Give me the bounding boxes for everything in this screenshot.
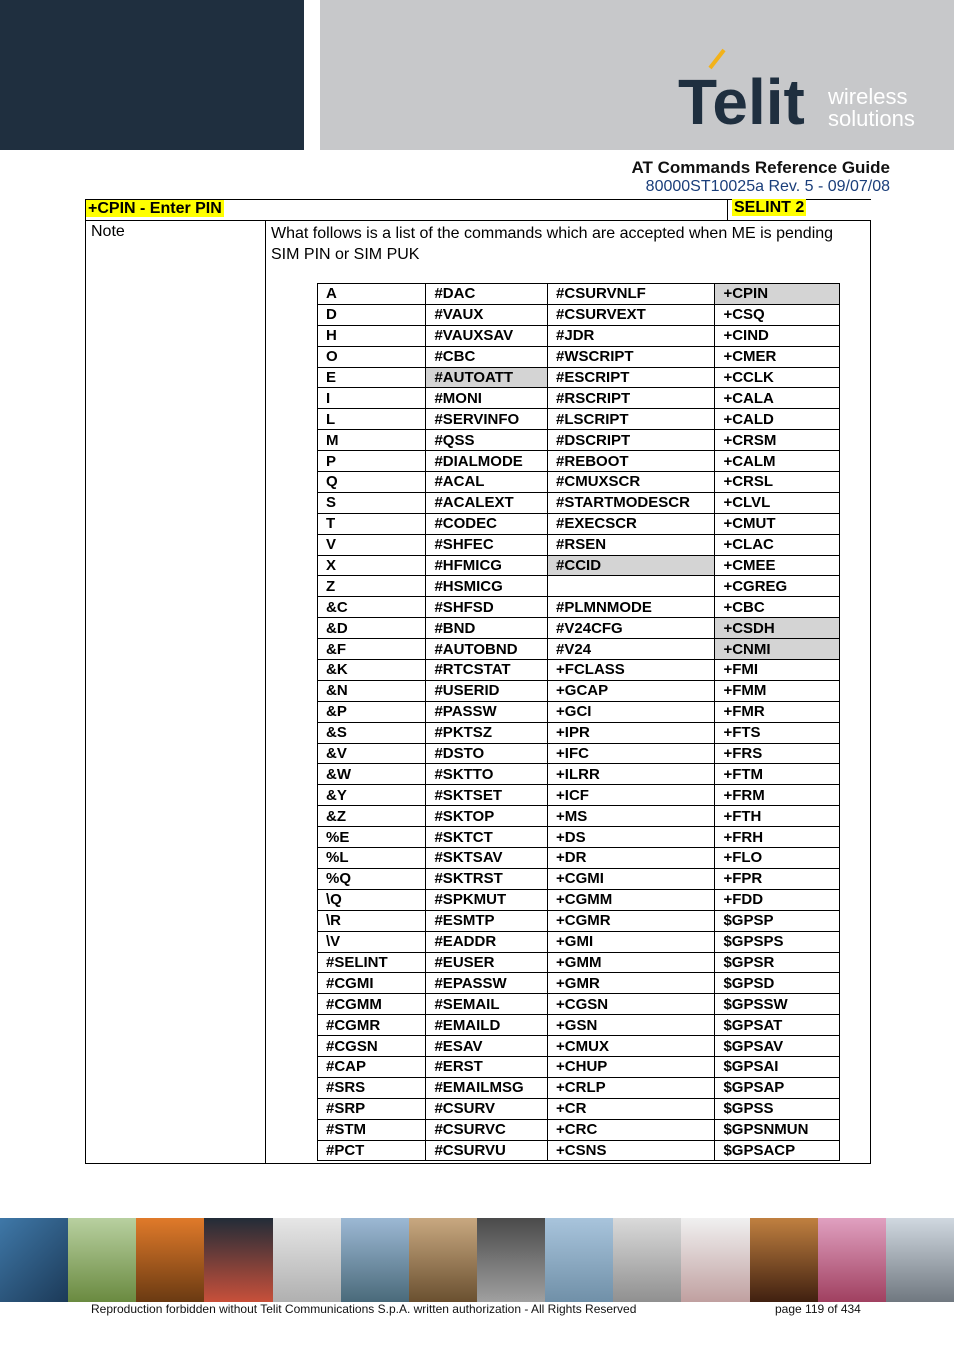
logo-tagline-1: wireless (828, 84, 908, 109)
command-cell: I (318, 388, 426, 409)
command-cell: +CRSM (715, 430, 822, 451)
command-row (318, 451, 840, 472)
command-cell: #ACALEXT (426, 492, 548, 513)
command-cell: +CIND (715, 325, 822, 346)
command-cell: #ESMTP (426, 910, 548, 931)
command-cell: #SRS (318, 1077, 426, 1098)
command-row (318, 325, 840, 346)
command-cell-pad (822, 367, 840, 388)
command-cell: &D (318, 618, 426, 639)
command-cell: &V (318, 743, 426, 764)
command-cell-pad (822, 910, 840, 931)
command-cell: $GPSACP (715, 1140, 822, 1161)
command-cell: #EMAILMSG (426, 1077, 548, 1098)
command-cell-pad (822, 409, 840, 430)
command-cell: #JDR (548, 325, 715, 346)
command-cell: $GPSNMUN (715, 1119, 822, 1140)
command-cell: #PCT (318, 1140, 426, 1161)
command-cell: +IPR (548, 722, 715, 743)
selint-badge: SELINT 2 (734, 199, 805, 216)
command-cell: +CGSN (548, 994, 715, 1015)
command-cell-pad (822, 785, 840, 806)
command-cell: #CCID (548, 555, 715, 576)
command-row (318, 973, 840, 994)
command-cell: #CMUXSCR (548, 472, 715, 493)
command-cell-pad (822, 618, 840, 639)
command-cell-pad (822, 472, 840, 493)
command-cell: #CGSN (318, 1036, 426, 1057)
telit-logo (676, 48, 936, 134)
command-cell: #CSURVC (426, 1119, 548, 1140)
command-cell: +GSN (548, 1015, 715, 1036)
command-cell: $GPSAP (715, 1077, 822, 1098)
command-cell-pad (822, 639, 840, 660)
command-row (318, 472, 840, 493)
command-cell: +CLVL (715, 492, 822, 513)
command-cell-pad (822, 325, 840, 346)
command-cell: #AUTOBND (426, 639, 548, 660)
command-cell: #STM (318, 1119, 426, 1140)
command-cell: +ILRR (548, 764, 715, 785)
command-cell-pad (822, 827, 840, 848)
photo-meter (613, 1218, 681, 1302)
command-cell: V (318, 534, 426, 555)
command-cell: +FMI (715, 660, 822, 681)
note-row (86, 221, 871, 1164)
command-cell: +CRC (548, 1119, 715, 1140)
command-cell-pad (822, 284, 840, 305)
command-cell: &C (318, 597, 426, 618)
command-cell: +ICF (548, 785, 715, 806)
command-cell: #SEMAIL (426, 994, 548, 1015)
command-cell: #RTCSTAT (426, 660, 548, 681)
command-cell: #ERST (426, 1056, 548, 1077)
command-cell-pad (822, 994, 840, 1015)
command-cell: #USERID (426, 680, 548, 701)
command-cell: \V (318, 931, 426, 952)
command-row (318, 952, 840, 973)
command-cell: +CALA (715, 388, 822, 409)
command-cell-pad (822, 680, 840, 701)
photo-laser (681, 1218, 749, 1302)
command-cell: #AUTOATT (426, 367, 548, 388)
photo-card-reader (409, 1218, 477, 1302)
command-row (318, 1077, 840, 1098)
command-cell: +IFC (548, 743, 715, 764)
command-cell-pad (822, 451, 840, 472)
header-dark-band (0, 0, 304, 150)
guide-reference: 80000ST10025a Rev. 5 - 09/07/08 (645, 178, 890, 195)
command-row (318, 806, 840, 827)
command-cell: O (318, 346, 426, 367)
command-cell: #SHFEC (426, 534, 548, 555)
command-cell: +CMEE (715, 555, 822, 576)
command-cell-pad (822, 868, 840, 889)
command-cell: +CHUP (548, 1056, 715, 1077)
command-row (318, 994, 840, 1015)
command-cell: P (318, 451, 426, 472)
command-cell-pad (822, 1056, 840, 1077)
command-cell: $GPSAV (715, 1036, 822, 1057)
command-cell: +DR (548, 848, 715, 869)
command-cell-pad (822, 304, 840, 325)
command-cell: %E (318, 827, 426, 848)
command-cell: #QSS (426, 430, 548, 451)
command-cell: +CGREG (715, 576, 822, 597)
command-cell: #CGMR (318, 1015, 426, 1036)
command-cell: #SKTSAV (426, 848, 548, 869)
command-cell: E (318, 367, 426, 388)
command-cell: &W (318, 764, 426, 785)
command-cell: Q (318, 472, 426, 493)
command-cell: &Y (318, 785, 426, 806)
command-row (318, 660, 840, 681)
command-cell: +FTS (715, 722, 822, 743)
command-cell: +CSQ (715, 304, 822, 325)
command-cell: +CRSL (715, 472, 822, 493)
command-cell-pad (822, 346, 840, 367)
command-cell: H (318, 325, 426, 346)
command-title: +CPIN - Enter PIN (88, 200, 222, 217)
command-cell: +FLO (715, 848, 822, 869)
command-cell: #SHFSD (426, 597, 548, 618)
command-cell: T (318, 513, 426, 534)
photo-vending (477, 1218, 545, 1302)
command-cell: #EUSER (426, 952, 548, 973)
command-cell: $GPSPS (715, 931, 822, 952)
command-cell: #MONI (426, 388, 548, 409)
command-cell: +CCLK (715, 367, 822, 388)
command-cell: #REBOOT (548, 451, 715, 472)
photo-clock-display (204, 1218, 272, 1302)
photo-wind-turbines (545, 1218, 613, 1302)
command-cell: +GCI (548, 701, 715, 722)
footer-photo-strip (0, 1218, 954, 1302)
command-row (318, 639, 840, 660)
note-body (266, 221, 871, 1164)
command-cell: \R (318, 910, 426, 931)
command-cell: #PKTSZ (426, 722, 548, 743)
command-cell-pad (822, 660, 840, 681)
command-cell: #BND (426, 618, 548, 639)
command-cell: +GMM (548, 952, 715, 973)
command-row (318, 555, 840, 576)
footer-copyright: Reproduction forbidden without Telit Communications S.p.A. written authorization - All Rights Reserved (91, 1302, 637, 1316)
command-cell: +GMR (548, 973, 715, 994)
command-cell: $GPSR (715, 952, 822, 973)
command-cell: #SERVINFO (426, 409, 548, 430)
command-cell: +CSNS (548, 1140, 715, 1161)
command-row (318, 1119, 840, 1140)
command-cell: #CSURVNLF (548, 284, 715, 305)
command-row (318, 388, 840, 409)
command-cell-pad (822, 722, 840, 743)
command-cell: #ESCRIPT (548, 367, 715, 388)
photo-field (68, 1218, 136, 1302)
note-label: Note (86, 221, 266, 1164)
command-cell: +CSDH (715, 618, 822, 639)
command-cell: #DSTO (426, 743, 548, 764)
command-row (318, 785, 840, 806)
command-cell: +CGMM (548, 889, 715, 910)
command-cell: &Z (318, 806, 426, 827)
command-cell-pad (822, 534, 840, 555)
command-row (318, 597, 840, 618)
command-cell-pad (822, 1098, 840, 1119)
command-cell: &N (318, 680, 426, 701)
command-cell: \Q (318, 889, 426, 910)
command-cell: &P (318, 701, 426, 722)
command-row (318, 367, 840, 388)
command-cell-pad (822, 889, 840, 910)
command-cell: +CALM (715, 451, 822, 472)
command-row (318, 409, 840, 430)
command-cell-pad (822, 597, 840, 618)
command-cell: #V24CFG (548, 618, 715, 639)
command-cell: Z (318, 576, 426, 597)
command-cell: +GMI (548, 931, 715, 952)
command-cell-pad (822, 1140, 840, 1161)
command-cell-pad (822, 973, 840, 994)
command-cell: #SKTTO (426, 764, 548, 785)
command-cell: +CPIN (715, 284, 822, 305)
command-cell: #CGMI (318, 973, 426, 994)
command-cell-pad (822, 848, 840, 869)
command-cell: #ESAV (426, 1036, 548, 1057)
command-cell: %Q (318, 868, 426, 889)
command-cell: S (318, 492, 426, 513)
logo-tagline-2: solutions (828, 106, 915, 131)
command-cell: L (318, 409, 426, 430)
command-cell: +CMUX (548, 1036, 715, 1057)
command-row (318, 701, 840, 722)
command-cell-pad (822, 430, 840, 451)
command-row (318, 889, 840, 910)
command-cell-pad (822, 1119, 840, 1140)
command-cell (548, 576, 715, 597)
command-cell-pad (822, 513, 840, 534)
command-cell: &S (318, 722, 426, 743)
command-cell: +CBC (715, 597, 822, 618)
command-cell: #STARTMODESCR (548, 492, 715, 513)
command-cell: #WSCRIPT (548, 346, 715, 367)
photo-station (750, 1218, 818, 1302)
command-cell-pad (822, 1036, 840, 1057)
command-cell: +MS (548, 806, 715, 827)
command-table (85, 199, 871, 1164)
command-cell: #EXECSCR (548, 513, 715, 534)
command-row (318, 576, 840, 597)
command-cell: #SRP (318, 1098, 426, 1119)
photo-shelves (818, 1218, 886, 1302)
command-row (318, 1140, 840, 1161)
command-cell: $GPSSW (715, 994, 822, 1015)
guide-title: AT Commands Reference Guide (631, 158, 890, 177)
note-text: What follows is a list of the commands which are accepted when ME is pending SIM PIN or SIM PUK (271, 225, 834, 263)
command-cell: +FRS (715, 743, 822, 764)
command-cell: #VAUX (426, 304, 548, 325)
command-cell: $GPSP (715, 910, 822, 931)
command-cell: $GPSAI (715, 1056, 822, 1077)
command-cell: #V24 (548, 639, 715, 660)
command-cell: +FMR (715, 701, 822, 722)
command-row (318, 764, 840, 785)
command-row (318, 534, 840, 555)
command-cell: #ACAL (426, 472, 548, 493)
command-cell: #CAP (318, 1056, 426, 1077)
command-cell: &F (318, 639, 426, 660)
command-cell: #DSCRIPT (548, 430, 715, 451)
command-row (318, 304, 840, 325)
command-cell: +CNMI (715, 639, 822, 660)
command-cell: +FDD (715, 889, 822, 910)
command-cell: M (318, 430, 426, 451)
command-row (318, 430, 840, 451)
photo-road (0, 1218, 68, 1302)
command-cell: #DAC (426, 284, 548, 305)
command-row (318, 722, 840, 743)
command-cell-pad (822, 388, 840, 409)
command-cell: #SKTSET (426, 785, 548, 806)
photo-containers (136, 1218, 204, 1302)
command-cell: #SELINT (318, 952, 426, 973)
photo-cyclist (341, 1218, 409, 1302)
command-row (318, 1056, 840, 1077)
command-cell: +FMM (715, 680, 822, 701)
command-cell: #VAUXSAV (426, 325, 548, 346)
command-cell-pad (822, 492, 840, 513)
command-cell-pad (822, 764, 840, 785)
command-cell: #DIALMODE (426, 451, 548, 472)
command-cell: #RSCRIPT (548, 388, 715, 409)
command-cell-pad (822, 743, 840, 764)
command-cell: +CMUT (715, 513, 822, 534)
command-cell: #CODEC (426, 513, 548, 534)
command-cell-pad (822, 1015, 840, 1036)
command-row (318, 513, 840, 534)
command-cell: X (318, 555, 426, 576)
command-cell: +CLAC (715, 534, 822, 555)
command-cell-pad (822, 931, 840, 952)
command-cell: #PASSW (426, 701, 548, 722)
command-row (318, 910, 840, 931)
command-cell: +FTM (715, 764, 822, 785)
command-cell: +FPR (715, 868, 822, 889)
command-cell: $GPSS (715, 1098, 822, 1119)
command-row (318, 827, 840, 848)
command-cell: +CALD (715, 409, 822, 430)
command-cell: #CSURVU (426, 1140, 548, 1161)
command-row (318, 743, 840, 764)
command-cell: +CGMR (548, 910, 715, 931)
photo-camera (886, 1218, 954, 1302)
command-cell-pad (822, 555, 840, 576)
command-cell: #CBC (426, 346, 548, 367)
command-cell: +FTH (715, 806, 822, 827)
command-cell: #HSMICG (426, 576, 548, 597)
command-cell: &K (318, 660, 426, 681)
command-cell: +DS (548, 827, 715, 848)
command-cell: #CSURV (426, 1098, 548, 1119)
photo-keyboard (273, 1218, 341, 1302)
command-cell: +GCAP (548, 680, 715, 701)
command-row (318, 284, 840, 305)
command-cell: +FCLASS (548, 660, 715, 681)
command-cell: A (318, 284, 426, 305)
command-row (318, 1015, 840, 1036)
footer-page-number: page 119 of 434 (775, 1302, 861, 1316)
command-cell: %L (318, 848, 426, 869)
command-cell: #PLMNMODE (548, 597, 715, 618)
command-row (318, 618, 840, 639)
accepted-commands-table (317, 283, 840, 1161)
command-cell: $GPSD (715, 973, 822, 994)
logo-wordmark: Telit (678, 66, 805, 134)
command-cell: #CSURVEXT (548, 304, 715, 325)
command-cell: +CMER (715, 346, 822, 367)
command-cell: #EMAILD (426, 1015, 548, 1036)
command-cell-pad (822, 952, 840, 973)
command-row (318, 680, 840, 701)
command-cell: #LSCRIPT (548, 409, 715, 430)
command-row (318, 1036, 840, 1057)
command-row (318, 868, 840, 889)
command-cell: $GPSAT (715, 1015, 822, 1036)
command-cell: #EPASSW (426, 973, 548, 994)
command-cell: D (318, 304, 426, 325)
command-cell: #SKTCT (426, 827, 548, 848)
command-row (318, 346, 840, 367)
command-cell: +FRH (715, 827, 822, 848)
command-row (318, 492, 840, 513)
command-cell: #SKTOP (426, 806, 548, 827)
command-cell: #RSEN (548, 534, 715, 555)
command-cell-pad (822, 701, 840, 722)
command-cell-pad (822, 1077, 840, 1098)
command-row (318, 848, 840, 869)
command-cell-pad (822, 576, 840, 597)
command-cell: #SPKMUT (426, 889, 548, 910)
command-cell: +CR (548, 1098, 715, 1119)
command-cell: #EADDR (426, 931, 548, 952)
command-cell: +CRLP (548, 1077, 715, 1098)
command-cell: #SKTRST (426, 868, 548, 889)
command-row (318, 1098, 840, 1119)
selint-cell (727, 199, 872, 220)
command-cell-pad (822, 806, 840, 827)
command-row (318, 931, 840, 952)
command-cell: +CGMI (548, 868, 715, 889)
command-cell: +FRM (715, 785, 822, 806)
command-cell: #CGMM (318, 994, 426, 1015)
command-cell: #HFMICG (426, 555, 548, 576)
